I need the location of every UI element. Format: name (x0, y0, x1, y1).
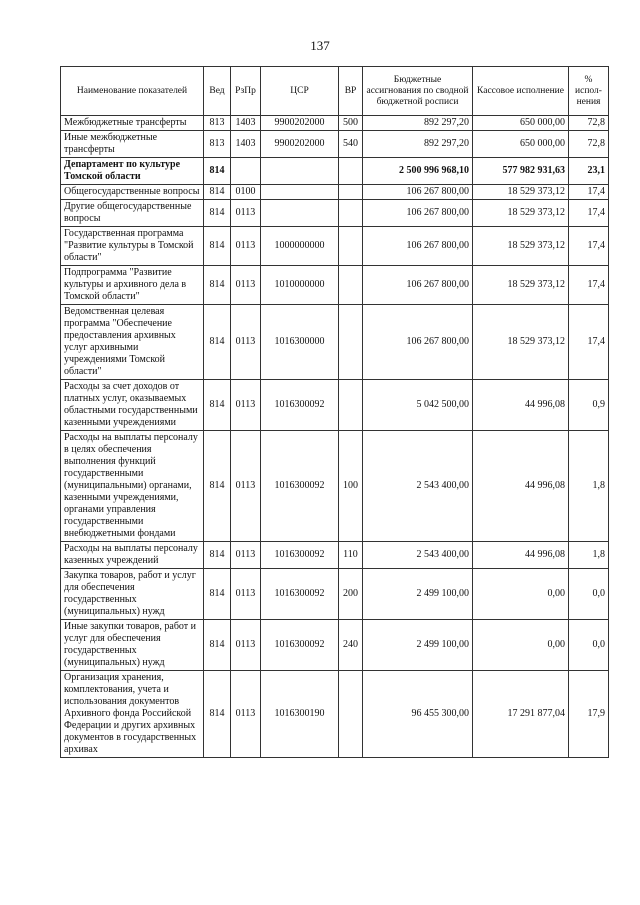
cell-vr (339, 380, 363, 431)
cell-assignments: 2 500 996 968,10 (363, 158, 473, 185)
cell-percent-execution: 0,9 (569, 380, 609, 431)
cell-ved: 814 (204, 266, 231, 305)
cell-percent-execution: 17,4 (569, 266, 609, 305)
cell-name: Организация хранения, комплектования, учета и использования документов Архивного фонда Российской Федерации и других архивных документов в государственных архивах (61, 671, 204, 758)
cell-vr (339, 671, 363, 758)
table-row (61, 569, 609, 620)
cell-ved: 814 (204, 542, 231, 569)
cell-csr: 1016300092 (261, 569, 339, 620)
table-body (61, 116, 609, 758)
cell-rzpr: 0100 (231, 185, 261, 200)
table-row (61, 620, 609, 671)
cell-name: Иные межбюджетные трансферты (61, 131, 204, 158)
cell-percent-execution: 72,8 (569, 116, 609, 131)
cell-percent-execution: 0,0 (569, 569, 609, 620)
cell-csr: 9900202000 (261, 116, 339, 131)
cell-name: Ведомственная целевая программа "Обеспечение предоставления архивных услуг архивными учреждениями Томской области" (61, 305, 204, 380)
cell-rzpr: 0113 (231, 431, 261, 542)
header-assignments: Бюджетные ассигнования по сводной бюджетной росписи (363, 67, 473, 116)
cell-csr: 1010000000 (261, 266, 339, 305)
cell-ved: 814 (204, 671, 231, 758)
cell-name: Расходы на выплаты персоналу в целях обеспечения выполнения функций государственными (муниципальными) органами, казенными учреждениями, органами управления государственными внебюджетными фондами (61, 431, 204, 542)
cell-csr: 1016300092 (261, 542, 339, 569)
cell-vr: 240 (339, 620, 363, 671)
cell-percent-execution: 17,4 (569, 200, 609, 227)
cell-name: Расходы на выплаты персоналу казенных учреждений (61, 542, 204, 569)
table-row (61, 116, 609, 131)
cell-vr: 500 (339, 116, 363, 131)
cell-percent-execution: 0,0 (569, 620, 609, 671)
header-rzpr: РзПр (231, 67, 261, 116)
cell-csr: 9900202000 (261, 131, 339, 158)
table-row (61, 542, 609, 569)
cell-name: Другие общегосударственные вопросы (61, 200, 204, 227)
cell-rzpr: 0113 (231, 200, 261, 227)
cell-cash-execution: 650 000,00 (473, 131, 569, 158)
cell-assignments: 96 455 300,00 (363, 671, 473, 758)
cell-cash-execution: 18 529 373,12 (473, 185, 569, 200)
cell-assignments: 2 499 100,00 (363, 569, 473, 620)
cell-ved: 814 (204, 380, 231, 431)
cell-cash-execution: 650 000,00 (473, 116, 569, 131)
cell-ved: 814 (204, 620, 231, 671)
cell-vr: 540 (339, 131, 363, 158)
cell-percent-execution: 23,1 (569, 158, 609, 185)
cell-vr: 100 (339, 431, 363, 542)
cell-vr (339, 305, 363, 380)
cell-ved: 813 (204, 116, 231, 131)
cell-cash-execution: 17 291 877,04 (473, 671, 569, 758)
table-row (61, 227, 609, 266)
cell-vr (339, 185, 363, 200)
cell-ved: 814 (204, 431, 231, 542)
cell-name: Иные закупки товаров, работ и услуг для обеспечения государственных (муниципальных) нужд (61, 620, 204, 671)
header-csr: ЦСР (261, 67, 339, 116)
cell-cash-execution: 18 529 373,12 (473, 305, 569, 380)
cell-cash-execution: 0,00 (473, 620, 569, 671)
cell-cash-execution: 18 529 373,12 (473, 266, 569, 305)
cell-assignments: 2 543 400,00 (363, 431, 473, 542)
cell-name: Департамент по культуре Томской области (61, 158, 204, 185)
cell-percent-execution: 1,8 (569, 542, 609, 569)
cell-percent-execution: 17,4 (569, 227, 609, 266)
cell-csr: 1016300092 (261, 431, 339, 542)
cell-assignments: 106 267 800,00 (363, 227, 473, 266)
cell-percent-execution: 1,8 (569, 431, 609, 542)
header-name: Наименование показателей (61, 67, 204, 116)
table-header-row (61, 67, 609, 116)
cell-rzpr: 0113 (231, 620, 261, 671)
cell-name: Закупка товаров, работ и услуг для обеспечения государственных (муниципальных) нужд (61, 569, 204, 620)
table-row (61, 185, 609, 200)
cell-cash-execution: 18 529 373,12 (473, 200, 569, 227)
cell-csr: 1016300000 (261, 305, 339, 380)
cell-vr (339, 200, 363, 227)
table-row (61, 431, 609, 542)
budget-table (60, 66, 609, 758)
cell-rzpr: 1403 (231, 116, 261, 131)
cell-vr (339, 227, 363, 266)
cell-assignments: 892 297,20 (363, 116, 473, 131)
cell-assignments: 106 267 800,00 (363, 266, 473, 305)
cell-assignments: 5 042 500,00 (363, 380, 473, 431)
cell-csr: 1000000000 (261, 227, 339, 266)
cell-percent-execution: 72,8 (569, 131, 609, 158)
table-row (61, 266, 609, 305)
cell-name: Государственная программа "Развитие культуры в Томской области" (61, 227, 204, 266)
cell-assignments: 106 267 800,00 (363, 200, 473, 227)
cell-ved: 814 (204, 200, 231, 227)
cell-ved: 814 (204, 158, 231, 185)
header-cash-execution: Кассовое исполнение (473, 67, 569, 116)
table-row (61, 671, 609, 758)
cell-rzpr: 0113 (231, 227, 261, 266)
cell-vr: 200 (339, 569, 363, 620)
cell-cash-execution: 577 982 931,63 (473, 158, 569, 185)
cell-csr: 1016300092 (261, 620, 339, 671)
cell-percent-execution: 17,4 (569, 185, 609, 200)
cell-cash-execution: 44 996,08 (473, 380, 569, 431)
cell-csr (261, 185, 339, 200)
cell-csr (261, 200, 339, 227)
cell-rzpr (231, 158, 261, 185)
cell-vr (339, 158, 363, 185)
cell-ved: 814 (204, 569, 231, 620)
cell-rzpr: 0113 (231, 305, 261, 380)
cell-cash-execution: 18 529 373,12 (473, 227, 569, 266)
cell-ved: 814 (204, 305, 231, 380)
cell-rzpr: 0113 (231, 380, 261, 431)
cell-name: Межбюджетные трансферты (61, 116, 204, 131)
cell-rzpr: 0113 (231, 542, 261, 569)
cell-percent-execution: 17,4 (569, 305, 609, 380)
table-row (61, 380, 609, 431)
page-number: 137 (310, 38, 330, 53)
cell-name: Общегосударственные вопросы (61, 185, 204, 200)
cell-cash-execution: 44 996,08 (473, 542, 569, 569)
table-row (61, 305, 609, 380)
table-row (61, 131, 609, 158)
table-row (61, 200, 609, 227)
cell-csr (261, 158, 339, 185)
cell-assignments: 106 267 800,00 (363, 185, 473, 200)
cell-rzpr: 0113 (231, 671, 261, 758)
header-ved: Вед (204, 67, 231, 116)
header-percent-execution: % испол-нения (569, 67, 609, 116)
cell-assignments: 2 499 100,00 (363, 620, 473, 671)
cell-ved: 813 (204, 131, 231, 158)
cell-csr: 1016300092 (261, 380, 339, 431)
cell-percent-execution: 17,9 (569, 671, 609, 758)
cell-cash-execution: 44 996,08 (473, 431, 569, 542)
cell-name: Подпрограмма "Развитие культуры и архивного дела в Томской области" (61, 266, 204, 305)
cell-assignments: 2 543 400,00 (363, 542, 473, 569)
table-row (61, 158, 609, 185)
cell-ved: 814 (204, 227, 231, 266)
cell-vr (339, 266, 363, 305)
cell-assignments: 892 297,20 (363, 131, 473, 158)
cell-cash-execution: 0,00 (473, 569, 569, 620)
cell-rzpr: 0113 (231, 569, 261, 620)
cell-vr: 110 (339, 542, 363, 569)
cell-rzpr: 1403 (231, 131, 261, 158)
cell-csr: 1016300190 (261, 671, 339, 758)
cell-ved: 814 (204, 185, 231, 200)
cell-assignments: 106 267 800,00 (363, 305, 473, 380)
header-vr: ВР (339, 67, 363, 116)
cell-name: Расходы за счет доходов от платных услуг, оказываемых областными государственными казенными учреждениями (61, 380, 204, 431)
cell-rzpr: 0113 (231, 266, 261, 305)
